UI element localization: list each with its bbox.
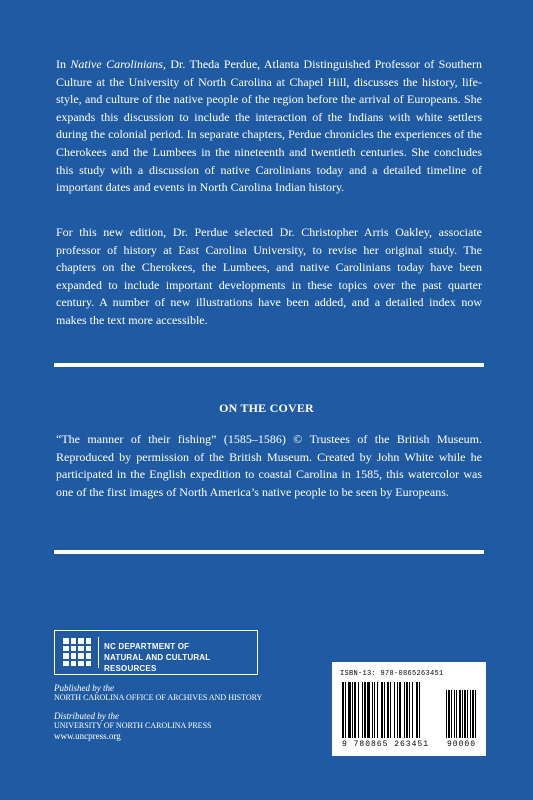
website-link[interactable]: www.uncpress.org <box>54 731 121 741</box>
isbn-text: ISBN-13: 978-0865263451 <box>340 670 444 678</box>
book-title: Native Carolinians <box>70 57 163 71</box>
description-paragraph-1 <box>56 56 482 197</box>
grid-logo-icon <box>63 638 91 666</box>
barcode-addon: 90000 <box>446 740 476 749</box>
logo-divider <box>98 637 99 668</box>
nc-dncr-logo <box>54 630 258 675</box>
logo-line-1: NC DEPARTMENT OF <box>104 642 190 651</box>
cover-caption: “The manner of their fishing” (1585–1586) © Trustees of the British Museum. Reproduced by permission of the British Museum. Created by John White while he participated in the English expedition to coastal Carolina in 1585, this watercolor was one of the first images of North America’s native people to be seen by Europeans. <box>56 432 482 499</box>
published-label: Published by the <box>54 683 114 693</box>
distributor-name: UNIVERSITY OF NORTH CAROLINA PRESS <box>54 721 212 730</box>
publisher-block <box>54 683 262 703</box>
divider-bottom <box>54 550 484 554</box>
description-intro: In <box>56 57 71 71</box>
description-paragraph-2: For this new edition, Dr. Perdue selected Dr. Christopher Arris Oakley, associate professor of history at East Carolina University, to revise her original study. The chapters on the Cherokees, the Lumbees, and native Carolinians today have been expanded to include important developments in these topics over the past quarter century. A number of new illustrations have been added, and a detailed index now makes the text more accessible. <box>56 225 482 327</box>
isbn-barcode <box>332 662 486 756</box>
barcode-digits-row <box>342 740 476 749</box>
publisher-name: NORTH CAROLINA OFFICE OF ARCHIVES AND HISTORY <box>54 693 263 702</box>
barcode-digits: 9 780865 263451 <box>342 740 430 749</box>
distributed-label: Distributed by the <box>54 711 119 721</box>
description-body: , Dr. Theda Perdue, Atlanta Distinguished Professor of Southern Culture at the University of North Carolina at Chapel Hill, discusses the history, life-style, and culture of the native people of the region before the arrival of Europeans. She expands this discussion to include the interaction of the Indians with white settlers during the colonial period. In separate chapters, Perdue chronicles the experiences of the Cherokees and the Lumbees in the nineteenth and twentieth centuries. She concludes this study with a discussion of native Carolinians today and a detailed timeline of important dates and events in North Carolina Indian history. <box>56 57 482 195</box>
logo-line-2: NATURAL AND CULTURAL RESOURCES <box>104 653 211 673</box>
divider-top <box>54 363 484 367</box>
cover-heading: ON THE COVER <box>219 401 314 415</box>
barcode-bars-icon <box>342 682 476 742</box>
distributor-block <box>54 711 211 731</box>
logo-text <box>104 641 257 674</box>
